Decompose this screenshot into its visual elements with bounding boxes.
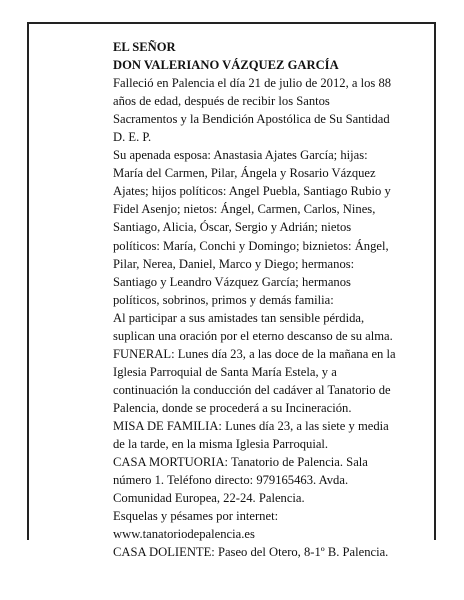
text-line: de la tarde, en la misma Iglesia Parroquial. [113, 437, 329, 452]
text-line: Su apenada esposa: Anastasia Ajates García; hijas: [113, 148, 368, 163]
text-line: María del Carmen, Pilar, Ángela y Rosario Vázquez [113, 166, 376, 181]
text-line: D. E. P. [113, 130, 152, 145]
text-line: Iglesia Parroquial de Santa María Estela, y a [113, 364, 337, 379]
text-line: Ajates; hijos políticos: Angel Puebla, Santiago Rubio y [113, 184, 391, 199]
text-line: Palencia, donde se procederá a su Incineración. [113, 400, 352, 415]
text-line: número 1. Teléfono directo: 979165463. Avda. [113, 473, 349, 488]
text-line: años de edad, después de recibir los Santos [113, 94, 330, 109]
text-line: Falleció en Palencia el día 21 de julio de 2012, a los 88 [113, 76, 392, 91]
text-line: FUNERAL: Lunes día 23, a las doce de la mañana en la [113, 346, 396, 361]
text-line: políticos, sobrinos, primos y demás familia: [113, 292, 334, 307]
heading-name: DON VALERIANO VÁZQUEZ GARCÍA [113, 58, 339, 73]
text-line: Esquelas y pésames por internet: [113, 509, 279, 524]
text-line: suplican una oración por el eterno descanso de su alma. [113, 328, 393, 343]
text-line: continuación la conducción del cadáver al Tanatorio de [113, 382, 391, 397]
heading-title: EL SEÑOR [113, 40, 176, 54]
text-line: Pilar, Nerea, Daniel, Marco y Diego; hermanos: [113, 256, 355, 271]
text-line: Fidel Asenjo; nietos: Ángel, Carmen, Carlos, Nines, [113, 202, 376, 217]
text-line: CASA DOLIENTE: Paseo del Otero, 8-1º B. Palencia. [113, 545, 389, 560]
text-line: MISA DE FAMILIA: Lunes día 23, a las siete y media [113, 418, 389, 433]
text-line: políticos: María, Conchi y Domingo; biznietos: Ángel, [113, 238, 389, 253]
text-line: Al participar a sus amistades tan sensible pérdida, [113, 310, 365, 325]
text-line: Comunidad Europea, 22-24. Palencia. [113, 491, 305, 506]
text-line: CASA MORTUORIA: Tanatorio de Palencia. Sala [113, 455, 368, 470]
text-line: Santiago, Alicia, Óscar, Sergio y Adrián; nietos [113, 220, 352, 235]
obituary-content [113, 38, 429, 561]
text-line: Sacramentos y la Bendición Apostólica de Su Santidad [113, 112, 390, 127]
text-line: Santiago y Leandro Vázquez García; hermanos [113, 274, 351, 289]
website-link[interactable]: www.tanatoriodepalencia.es [113, 527, 255, 542]
